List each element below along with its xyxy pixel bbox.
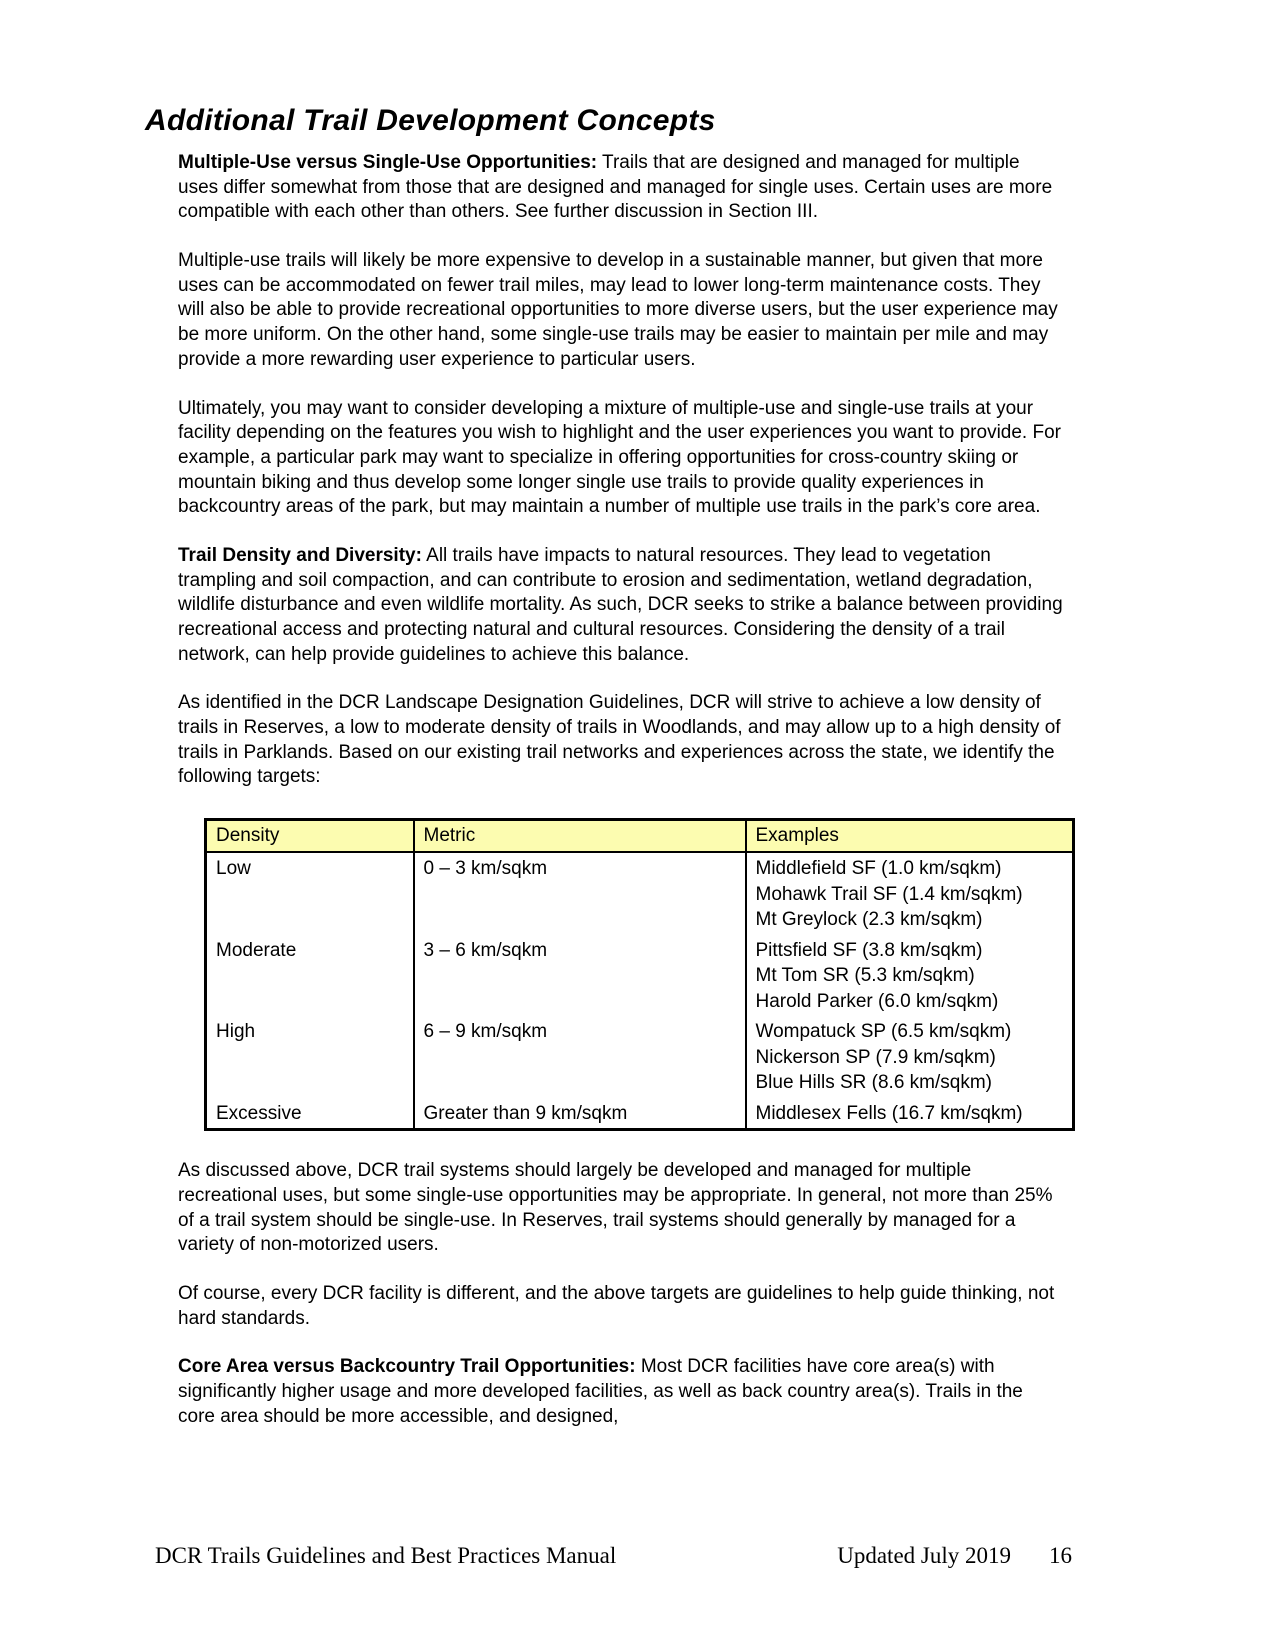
paragraph-trail-density-diversity: [178, 544, 1064, 667]
example-line: Pittsfield SF (3.8 km/sqkm): [755, 939, 983, 961]
table-header-density: Density: [206, 820, 414, 853]
table-cell-metric: 6 – 9 km/sqkm: [414, 1016, 746, 1098]
section-heading-trail-density: Trail Density and Diversity:: [178, 544, 422, 566]
table-row: [206, 935, 1074, 1017]
paragraph-text: Of course, every DCR facility is different, and the above targets are guidelines to help guide thinking, not hard standards.: [178, 1282, 1055, 1329]
page-footer: [155, 1543, 1072, 1569]
example-line: Middlesex Fells (16.7 km/sqkm): [755, 1102, 1023, 1124]
page-body: [178, 151, 1064, 1453]
footer-document-title: DCR Trails Guidelines and Best Practices Manual: [155, 1543, 617, 1568]
example-line: Mt Greylock (2.3 km/sqkm): [755, 909, 983, 931]
paragraph-landscape-designation: [178, 691, 1064, 790]
paragraph-core-area-vs-backcountry: [178, 1355, 1064, 1429]
paragraph-single-use-share: [178, 1159, 1064, 1258]
trail-density-table: [204, 818, 1075, 1131]
paragraph-text: As identified in the DCR Landscape Designation Guidelines, DCR will strive to achieve a low density of trails in Reserves, a low to moderate density of trails in Woodlands, and may allow up to a high density of trails in Parklands. Based on our existing trail networks and experiences across the state, we identify the following targets:: [178, 692, 1061, 788]
footer-updated-date: Updated July 2019: [837, 1543, 1011, 1568]
paragraph-text: Most DCR facilities have core area(s) with significantly higher usage and more developed facilities, as well as back country area(s). Trails in the core area should be more accessible, and designed,: [178, 1356, 1023, 1427]
table-header-row: [206, 820, 1074, 853]
table-cell-examples: [746, 935, 1074, 1017]
table-cell-density: Low: [206, 852, 414, 935]
table-cell-density: Moderate: [206, 935, 414, 1017]
example-line: Blue Hills SR (8.6 km/sqkm): [755, 1072, 992, 1094]
table-header-metric: Metric: [414, 820, 746, 853]
paragraph-multiple-use-costs: [178, 249, 1064, 372]
table-row: [206, 852, 1074, 935]
table-header-examples: Examples: [746, 820, 1074, 853]
paragraph-guidelines-caveat: [178, 1282, 1064, 1331]
paragraph-multiple-use-vs-single-use: [178, 151, 1064, 225]
table-row: [206, 1016, 1074, 1098]
page-title: Additional Trail Development Concepts: [145, 104, 716, 137]
paragraph-text: Multiple-use trails will likely be more expensive to develop in a sustainable manner, but given that more uses can be accommodated on fewer trail miles, may lead to lower long-term maintenance costs. They will also be able to provide recreational opportunities to more diverse users, but the user experience may be more uniform. On the other hand, some single-use trails may be easier to maintain per mile and may provide a more rewarding user experience to particular users.: [178, 250, 1058, 370]
table-cell-examples: [746, 1098, 1074, 1130]
table-row: [206, 1098, 1074, 1130]
table-cell-metric: 3 – 6 km/sqkm: [414, 935, 746, 1017]
table-cell-examples: [746, 852, 1074, 935]
footer-right: [837, 1543, 1072, 1569]
paragraph-text: Trails that are designed and managed for multiple uses differ somewhat from those that are designed and managed for single uses. Certain uses are more compatible with each other than others. See further discussion in Section III.: [178, 152, 1053, 223]
example-line: Mohawk Trail SF (1.4 km/sqkm): [755, 883, 1023, 905]
example-line: Middlefield SF (1.0 km/sqkm): [755, 858, 1002, 880]
paragraph-text: Ultimately, you may want to consider developing a mixture of multiple-use and single-use trails at your facility depending on the features you wish to highlight and the user experiences you want to provide. For example, a particular park may want to specialize in offering opportunities for cross-country skiing or mountain biking and thus develop some longer single use trails to provide quality experiences in backcountry areas of the park, but may maintain a number of multiple use trails in the park’s core area.: [178, 397, 1061, 518]
paragraph-text: As discussed above, DCR trail systems should largely be developed and managed for multiple recreational uses, but some single-use opportunities may be appropriate. In general, not more than 25% of a trail system should be single-use. In Reserves, trail systems should generally by managed for a variety of non-motorized users.: [178, 1160, 1053, 1256]
section-heading-core-area: Core Area versus Backcountry Trail Opportunities:: [178, 1356, 636, 1378]
example-line: Nickerson SP (7.9 km/sqkm): [755, 1046, 996, 1068]
table-cell-examples: [746, 1016, 1074, 1098]
paragraph-mixture-consideration: [178, 397, 1064, 520]
example-line: Mt Tom SR (5.3 km/sqkm): [755, 965, 975, 987]
table-cell-density: Excessive: [206, 1098, 414, 1130]
paragraph-text: All trails have impacts to natural resources. They lead to vegetation trampling and soil compaction, and can contribute to erosion and sedimentation, wetland degradation, wildlife disturbance and even wildlife mortality. As such, DCR seeks to strike a balance between providing recreational access and protecting natural and cultural resources. Considering the density of a trail network, can help provide guidelines to achieve this balance.: [178, 544, 1063, 665]
table-cell-metric: Greater than 9 km/sqkm: [414, 1098, 746, 1130]
example-line: Harold Parker (6.0 km/sqkm): [755, 990, 999, 1012]
table-cell-metric: 0 – 3 km/sqkm: [414, 852, 746, 935]
section-heading-multiple-use: Multiple-Use versus Single-Use Opportunities:: [178, 152, 598, 173]
table-cell-density: High: [206, 1016, 414, 1098]
example-line: Wompatuck SP (6.5 km/sqkm): [755, 1021, 1012, 1043]
footer-page-number: 16: [1049, 1543, 1072, 1568]
